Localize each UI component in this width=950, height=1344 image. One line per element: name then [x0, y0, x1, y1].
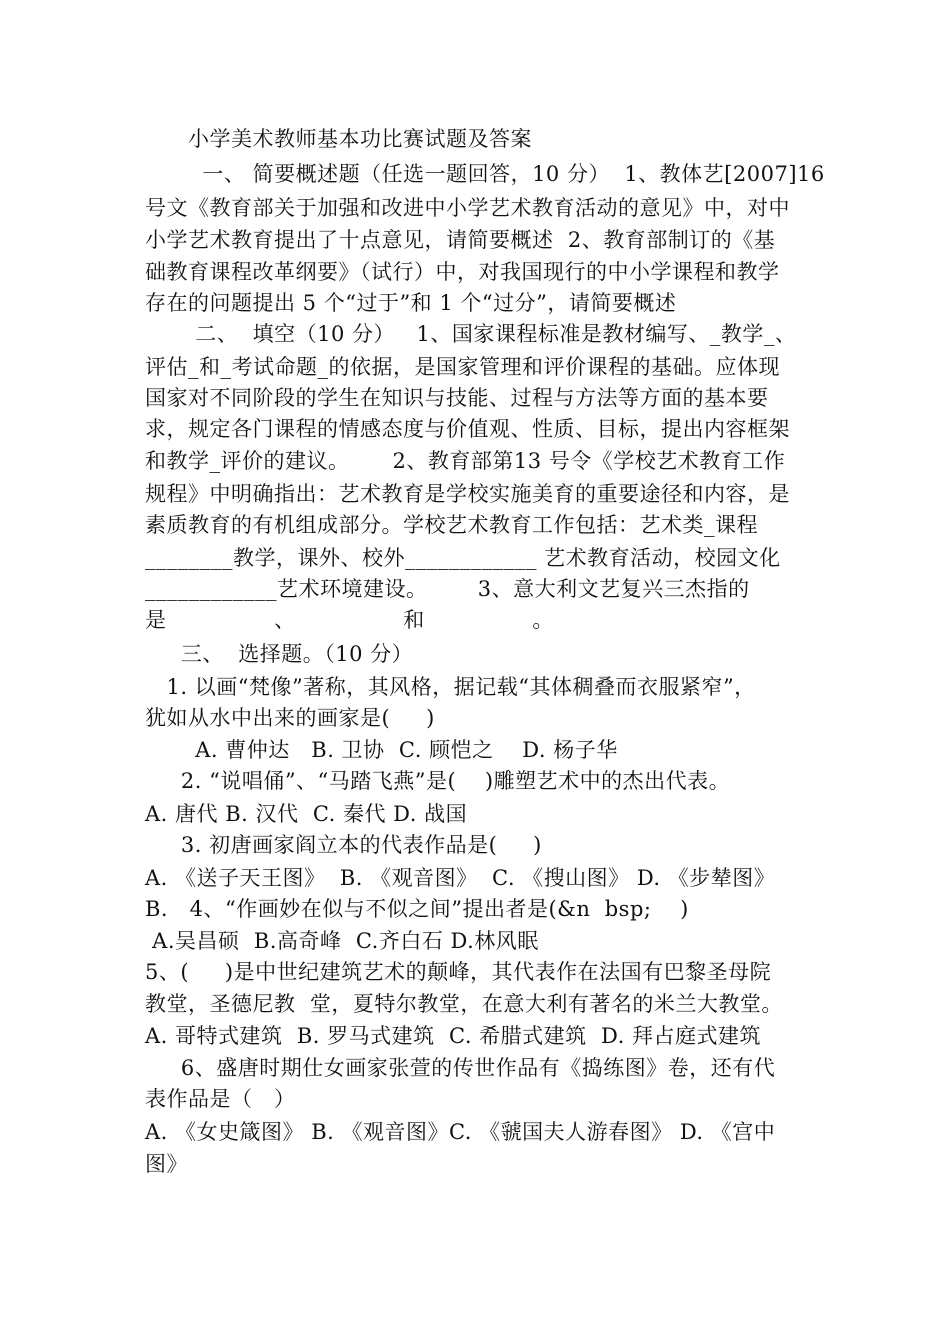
section-two-heading: 二、 填空（10 分） 1、国家课程标准是教材编写、_教学_、 — [145, 322, 797, 346]
text-line: 础教育课程改革纲要》（试行）中，对我国现行的中小学课程和教学 — [145, 260, 780, 284]
text-line: 规程》中明确指出：艺术教育是学校实施美育的重要途径和内容，是 — [145, 482, 790, 506]
text-line: 小学艺术教育提出了十点意见，请简要概述 2、教育部制订的《基 — [145, 228, 776, 252]
text-line: 教堂，圣德尼教 堂，夏特尔教堂，在意大利有著名的米兰大教堂。 — [145, 992, 783, 1016]
question-5-options: A. 哥特式建筑 B. 罗马式建筑 C. 希腊式建筑 D. 拜占庭式建筑 — [145, 1024, 761, 1048]
text-line: 表作品是（ ） — [145, 1087, 296, 1111]
text-line: 求，规定各门课程的情感态度与价值观、性质、目标，提出内容框架 — [145, 417, 790, 441]
text-line: 国家对不同阶段的学生在知识与技能、过程与方法等方面的基本要 — [145, 386, 769, 410]
text-line: 存在的问题提出 5 个“过于”和 1 个“过分”，请简要概述 — [145, 291, 677, 315]
text-line: 和教学_评价的建议。 2、教育部第13 号令《学校艺术教育工作 — [145, 449, 786, 473]
text-line: 犹如从水中出来的画家是( ) — [145, 706, 435, 730]
question-3: 3. 初唐画家阎立本的代表作品是( ) — [145, 833, 542, 857]
text-line: ____________艺术环境建设。 3、意大利文艺复兴三杰指的 — [145, 577, 750, 601]
text-line: 是 、 和 。 — [145, 608, 554, 632]
question-6: 6、盛唐时期仕女画家张萱的传世作品有《捣练图》卷，还有代 — [145, 1056, 776, 1080]
question-3-options: A. 《送子天王图》 B. 《观音图》 C. 《搜山图》 D. 《步辇图》 — [145, 866, 776, 890]
section-one-heading: 一、 简要概述题（任选一题回答，10 分） 1、教体艺[2007]16 — [145, 162, 825, 186]
text-line: 号文《教育部关于加强和改进中小学艺术教育活动的意见》中，对中 — [145, 196, 790, 220]
text-line: 图》 — [145, 1152, 188, 1176]
question-2: 2. “说唱俑”、“马踏飞燕”是( )雕塑艺术中的杰出代表。 — [145, 769, 731, 793]
question-6-options: A. 《女史箴图》 B. 《观音图》C. 《虢国夫人游春图》 D. 《宫中 — [145, 1120, 776, 1144]
question-4-options: A.吴昌硕 B.高奇峰 C.齐白石 D.林风眠 — [145, 929, 539, 953]
question-1-options: A. 曹仲达 B. 卫协 C. 顾恺之 D. 杨子华 — [145, 738, 618, 762]
question-2-options: A. 唐代 B. 汉代 C. 秦代 D. 战国 — [145, 802, 468, 826]
text-line: 评估_和_考试命题_的依据，是国家管理和评价课程的基础。应体现 — [145, 355, 780, 379]
document-title: 小学美术教师基本功比赛试题及答案 — [145, 127, 533, 151]
question-4: B. 4、“作画妙在似与不似之间”提出者是(&n bsp; ) — [145, 897, 689, 921]
section-three-heading: 三、 选择题。（10 分） — [145, 642, 414, 666]
text-line: ________教学，课外、校外____________ 艺术教育活动，校园文化 — [145, 546, 781, 570]
question-5: 5、( )是中世纪建筑艺术的颠峰，其代表作在法国有巴黎圣母院 — [145, 960, 772, 984]
text-line: 素质教育的有机组成部分。学校艺术教育工作包括：艺术类_课程 — [145, 513, 758, 537]
question-1: 1. 以画“梵像”著称，其风格，据记载“其体稠叠而衣服紧窄”， — [145, 675, 756, 699]
